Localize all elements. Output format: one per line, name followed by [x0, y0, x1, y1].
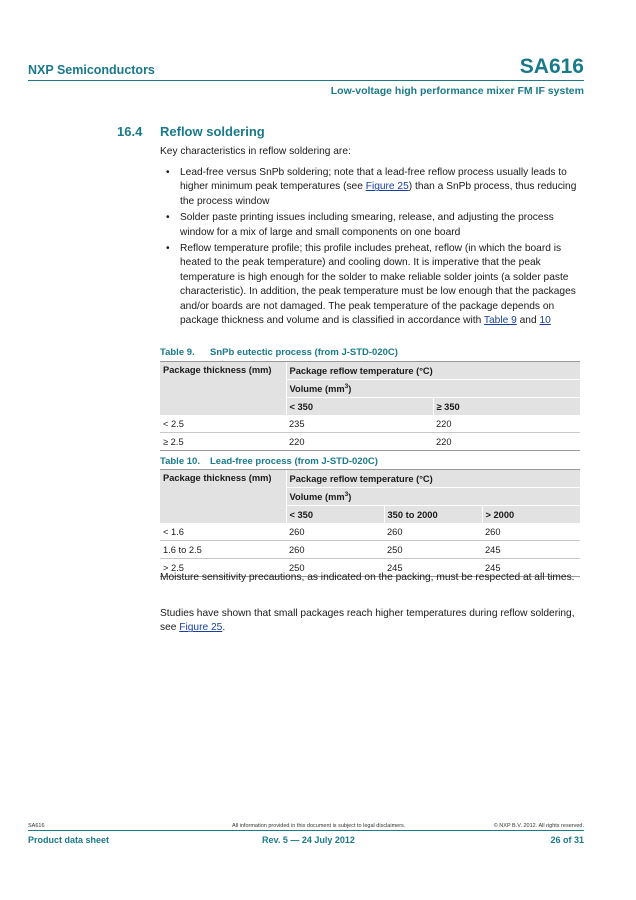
section-number: 16.4: [117, 124, 143, 139]
footer-doc-id: SA616: [28, 823, 45, 829]
section-intro: Key characteristics in reflow soldering are:: [160, 146, 351, 157]
table-cell: 235: [286, 415, 433, 433]
table-cell: 220: [286, 433, 433, 451]
bullet-text: and: [516, 315, 540, 327]
table-9-label: Table 9.: [160, 347, 195, 358]
table-10-header-reflow: Package reflow temperature (°C): [286, 470, 580, 488]
table-cell: 260: [384, 523, 482, 541]
table-cell: 260: [286, 523, 384, 541]
part-number: SA616: [519, 55, 584, 78]
figure-25-link[interactable]: Figure 25: [365, 181, 409, 193]
section-title: Reflow soldering: [160, 124, 265, 139]
table-cell: 250: [286, 559, 384, 577]
table-row: [160, 433, 580, 451]
table-9-caption: [160, 347, 398, 358]
table-10-header-thickness: Package thickness (mm): [160, 470, 286, 524]
bullet-item-lead-free: [160, 166, 585, 209]
table-cell: ≥ 2.5: [160, 433, 286, 451]
moisture-paragraph: Moisture sensitivity precautions, as indicated on the packing, must be respected at all times.: [160, 572, 575, 583]
footer-revision: Rev. 5 — 24 July 2012: [262, 835, 355, 845]
table-row: [160, 541, 580, 559]
table-10-header-volume: Volume $(mm^3)$: [286, 488, 580, 506]
table-cell: > 2.5: [160, 559, 286, 577]
bullet-text: Lead-free versus SnPb soldering; note that a lead-free reflow process usually leads to higher minimum peak temperatures (see: [180, 167, 567, 193]
table-9-col-lt350: < 350: [286, 398, 433, 416]
table-cell: 245: [384, 559, 482, 577]
bullet-icon: •: [166, 167, 170, 178]
table-10-label: Table 10.: [160, 456, 200, 467]
bullet-item-reflow-profile: [160, 242, 585, 328]
table-10: [160, 469, 580, 577]
table-row: [160, 415, 580, 433]
bullet-item-solder-paste: [160, 211, 585, 240]
bullet-icon: •: [166, 212, 170, 224]
bullet-icon: •: [166, 243, 170, 255]
table-9: [160, 361, 580, 451]
table-cell: 260: [286, 541, 384, 559]
table-cell: < 2.5: [160, 415, 286, 433]
table-9-col-ge350: ≥ 350: [433, 398, 580, 416]
table-10-link[interactable]: 10: [539, 315, 551, 327]
table-9-title: SnPb eutectic process (from J-STD-020C): [210, 347, 398, 358]
bullet-list: [160, 166, 585, 330]
table-10-title: Lead-free process (from J-STD-020C): [210, 456, 378, 467]
table-10-caption: [160, 456, 378, 467]
table-cell: 260: [482, 523, 580, 541]
footer-page-number: 26 of 31: [550, 835, 584, 845]
table-10-col-lt350: < 350: [286, 506, 384, 524]
table-9-header-thickness: Package thickness (mm): [160, 362, 286, 416]
footer-disclaimer: All information provided in this document is subject to legal disclaimers.: [232, 823, 406, 829]
table-cell: 220: [433, 433, 580, 451]
table-cell: 1.6 to 2.5: [160, 541, 286, 559]
document-subtitle: Low-voltage high performance mixer FM IF system: [330, 85, 584, 97]
table-9-header-volume: Volume $(mm^3)$: [286, 380, 580, 398]
table-cell: 245: [482, 541, 580, 559]
table-9-link[interactable]: Table 9: [483, 315, 517, 327]
table-cell: 245: [482, 559, 580, 577]
table-10-col-350-2000: 350 to 2000: [384, 506, 482, 524]
table-9-header-reflow: Package reflow temperature (°C): [286, 362, 580, 380]
header-divider: [28, 80, 584, 81]
figure-25-link[interactable]: Figure 25: [179, 622, 223, 634]
studies-paragraph: Studies have shown that small packages reach higher temperatures during reflow soldering, see Figure 25.: [160, 608, 575, 634]
table-cell: < 1.6: [160, 523, 286, 541]
bullet-text: Solder paste printing issues including smearing, release, and adjusting the process window for a mix of large and small components on one board: [180, 212, 554, 238]
table-cell: 220: [433, 415, 580, 433]
footer-doc-type: Product data sheet: [28, 835, 110, 845]
table-10-col-gt2000: > 2000: [482, 506, 580, 524]
company-name: NXP Semiconductors: [28, 63, 155, 77]
footer-copyright: © NXP B.V. 2012. All rights reserved.: [493, 823, 584, 829]
bullet-text: Reflow temperature profile; this profile includes preheat, reflow (in which the board is heated to the peak temperature) and cooling down. It is imperative that the peak temperature is high enough for the solder to make reliable solder joints (a solder paste characteristic). In addition, the peak temperature must be low enough that the packages and/or boards are not damaged. The peak temperature of the package depends on package thickness and volume and is classified in accordance with: [180, 243, 576, 327]
table-row: [160, 523, 580, 541]
bullet-text: ) than a SnPb process, thus reducing the process window: [180, 181, 577, 207]
table-cell: 250: [384, 541, 482, 559]
footer-divider: [28, 830, 584, 831]
